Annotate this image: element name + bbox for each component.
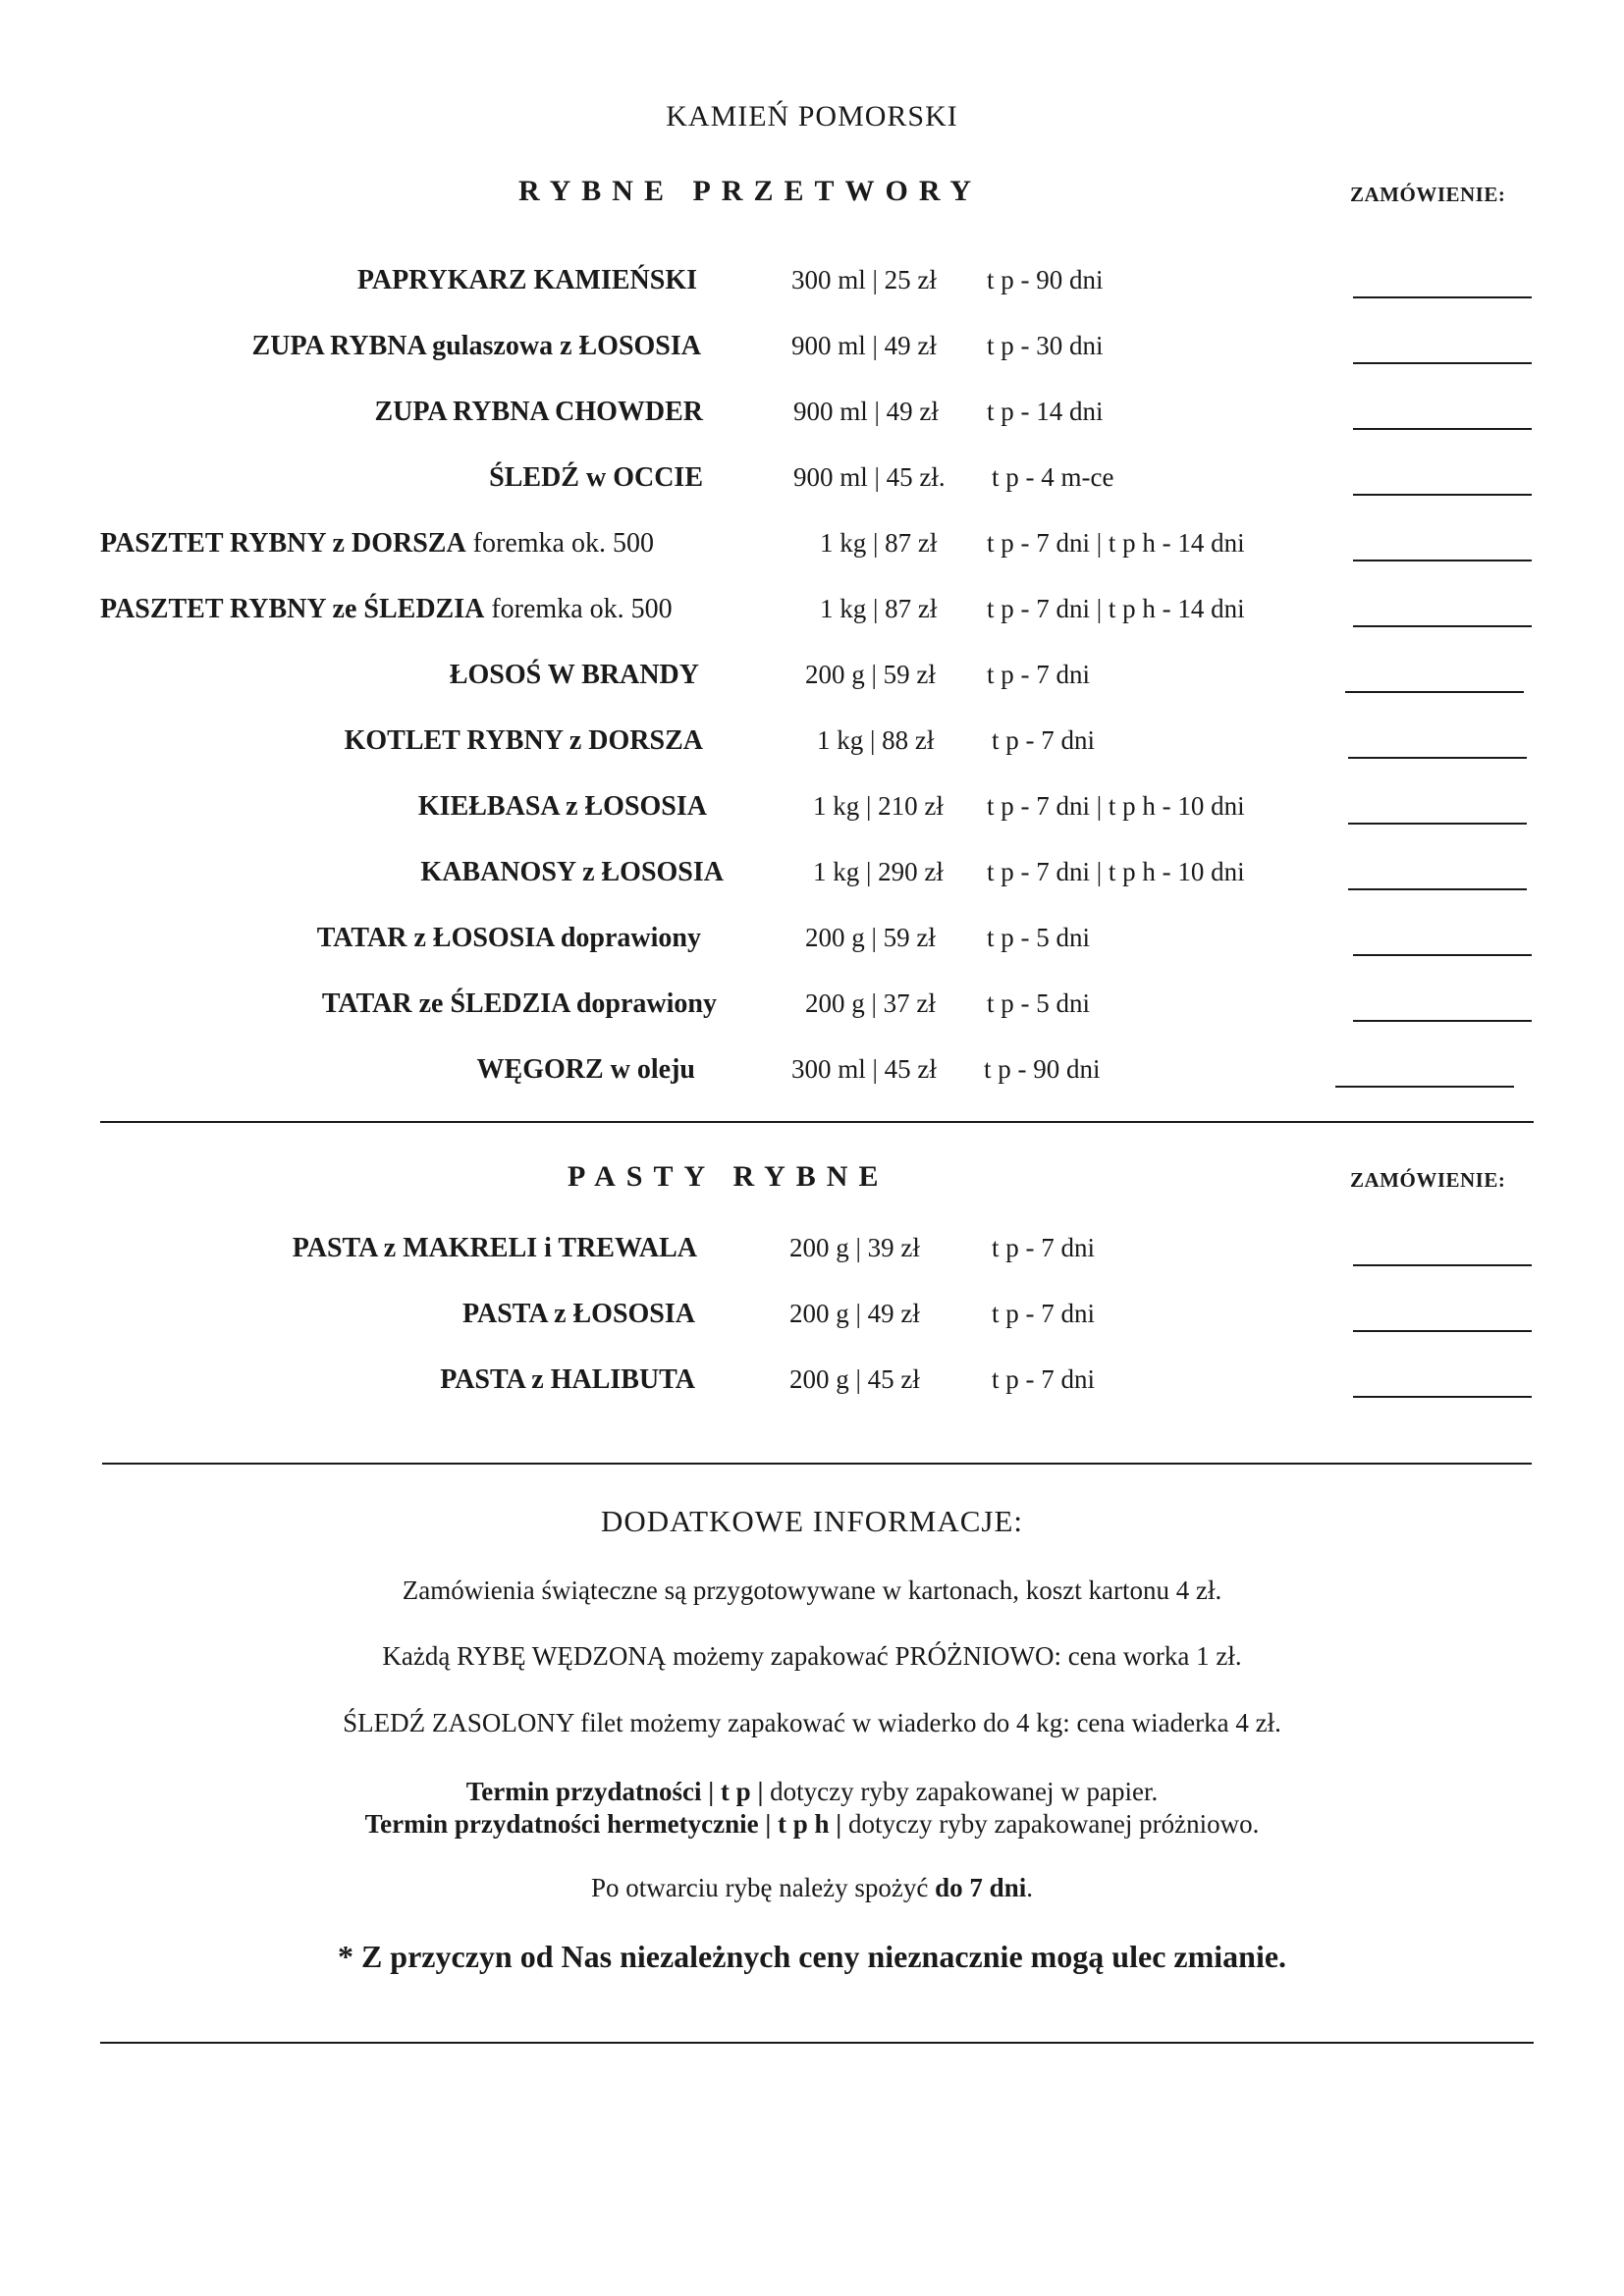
info-line-tp [0, 1777, 1624, 1807]
product-row [0, 1364, 1624, 1408]
product-row [0, 331, 1624, 374]
section-title-rybne-przetwory: RYBNE PRZETWORY [518, 175, 983, 207]
product-quantity-price: 200 g | 39 zł [789, 1233, 920, 1262]
info-title: DODATKOWE INFORMACJE: [600, 1504, 1024, 1538]
product-quantity-price: 200 g | 59 zł [805, 660, 936, 689]
info-line-cartons: Zamówienia świąteczne są przygotowywane w kartonach, koszt kartonu 4 zł. [402, 1575, 1222, 1605]
product-shelf-life: t p - 7 dni | t p h - 14 dni [987, 594, 1245, 623]
product-shelf-life: t p - 7 dni | t p h - 10 dni [987, 857, 1245, 886]
product-name-text: TATAR z ŁOSOSIA doprawiony [316, 923, 701, 953]
section-title-pasty-rybne: PASTY RYBNE [568, 1160, 890, 1193]
order-entry-line[interactable] [1353, 428, 1532, 430]
product-quantity-price: 200 g | 37 zł [805, 988, 936, 1018]
product-name [345, 725, 703, 757]
open-end: . [1026, 1873, 1033, 1902]
product-row [0, 594, 1624, 637]
product-name [357, 265, 697, 296]
product-quantity-price: 900 ml | 45 zł. [793, 462, 946, 492]
product-shelf-life: t p - 7 dni [987, 660, 1090, 689]
product-shelf-life: t p - 7 dni [992, 1233, 1095, 1262]
product-name-text: KABANOSY z ŁOSOSIA [420, 857, 724, 887]
product-name [462, 1299, 695, 1330]
product-quantity-price: 900 ml | 49 zł [793, 397, 939, 426]
order-column-header: ZAMÓWIENIE: [1350, 183, 1506, 206]
product-quantity-price: 1 kg | 290 zł [813, 857, 944, 886]
open-text: Po otwarciu rybę należy spożyć [591, 1873, 936, 1902]
order-entry-line[interactable] [1348, 757, 1527, 759]
product-row [0, 1299, 1624, 1342]
order-entry-line[interactable] [1345, 691, 1524, 693]
product-shelf-life: t p - 7 dni | t p h - 14 dni [987, 528, 1245, 558]
product-name [322, 988, 717, 1020]
product-row [0, 923, 1624, 966]
order-entry-line[interactable] [1353, 625, 1532, 627]
price-disclaimer: * Z przyczyn od Nas niezależnych ceny nieznacznie mogą ulec zmianie. [337, 1939, 1287, 1974]
product-shelf-life: t p - 4 m-ce [992, 462, 1114, 492]
order-entry-line[interactable] [1353, 560, 1532, 561]
product-quantity-price: 200 g | 49 zł [789, 1299, 920, 1328]
tph-label: Termin przydatności hermetycznie | t p h | [364, 1809, 842, 1839]
order-entry-line[interactable] [1353, 1020, 1532, 1022]
product-note: foremka ok. 500 [484, 594, 673, 624]
order-entry-line[interactable] [1348, 823, 1527, 825]
product-name [477, 1054, 695, 1086]
product-name [489, 462, 703, 494]
product-name-text: PASZTET RYBNY ze ŚLEDZIA [100, 594, 485, 624]
order-column-header: ZAMÓWIENIE: [1350, 1168, 1506, 1192]
product-name [418, 791, 707, 823]
product-name-text: ŚLEDŹ w OCCIE [489, 462, 703, 493]
product-row [0, 397, 1624, 440]
product-row [0, 265, 1624, 308]
product-row [0, 791, 1624, 834]
product-name [440, 1364, 695, 1396]
product-quantity-price: 300 ml | 45 zł [791, 1054, 937, 1084]
product-quantity-price: 300 ml | 25 zł [791, 265, 937, 294]
product-quantity-price: 1 kg | 87 zł [820, 594, 938, 623]
product-quantity-price: 900 ml | 49 zł [791, 331, 937, 360]
order-entry-line[interactable] [1335, 1086, 1514, 1088]
product-quantity-price: 1 kg | 210 zł [813, 791, 944, 821]
product-name-text: ZUPA RYBNA gulaszowa z ŁOSOSIA [251, 331, 701, 361]
product-name [100, 528, 654, 560]
product-name-text: ŁOSOŚ W BRANDY [449, 660, 699, 690]
product-name-text: TATAR ze ŚLEDZIA doprawiony [321, 988, 717, 1019]
product-row [0, 988, 1624, 1032]
product-shelf-life: t p - 7 dni [992, 1364, 1095, 1394]
product-note: foremka ok. 500 [465, 528, 654, 559]
product-name [293, 1233, 697, 1264]
info-line-after-opening [0, 1873, 1624, 1903]
product-row [0, 725, 1624, 769]
product-name-text: PASTA z MAKRELI i TREWALA [292, 1233, 697, 1263]
divider [102, 1463, 1532, 1465]
product-row [0, 857, 1624, 900]
open-days: do 7 dni [935, 1873, 1027, 1902]
product-row [0, 462, 1624, 506]
product-shelf-life: t p - 90 dni [987, 265, 1104, 294]
product-name-text: PASTA z HALIBUTA [440, 1364, 695, 1395]
product-name-text: ZUPA RYBNA CHOWDER [374, 397, 703, 427]
product-shelf-life: t p - 14 dni [987, 397, 1104, 426]
product-quantity-price: 1 kg | 87 zł [820, 528, 938, 558]
divider [100, 1121, 1534, 1123]
order-entry-line[interactable] [1353, 494, 1532, 496]
tp-text: dotyczy ryby zapakowanej w papier. [763, 1777, 1159, 1806]
product-name [374, 397, 703, 428]
product-row [0, 528, 1624, 571]
product-name-text: PASTA z ŁOSOSIA [461, 1299, 695, 1329]
info-line-tph [0, 1809, 1624, 1840]
order-entry-line[interactable] [1353, 1264, 1532, 1266]
order-entry-line[interactable] [1353, 954, 1532, 956]
product-name [252, 331, 701, 362]
product-name [317, 923, 701, 954]
product-quantity-price: 1 kg | 88 zł [817, 725, 935, 755]
product-name [420, 857, 724, 888]
info-line-herring-bucket: ŚLEDŹ ZASOLONY filet możemy zapakować w wiaderko do 4 kg: cena wiaderka 4 zł. [343, 1708, 1281, 1737]
tp-label: Termin przydatności | t p | [465, 1777, 764, 1806]
tph-text: dotyczy ryby zapakowanej próżniowo. [841, 1809, 1260, 1839]
product-name-text: PAPRYKARZ KAMIEŃSKI [356, 265, 697, 295]
product-shelf-life: t p - 30 dni [987, 331, 1104, 360]
product-name-text: KIEŁBASA z ŁOSOSIA [417, 791, 707, 822]
product-name-text: PASZTET RYBNY z DORSZA [100, 528, 466, 559]
order-entry-line[interactable] [1353, 1396, 1532, 1398]
product-row [0, 1054, 1624, 1097]
product-shelf-life: t p - 5 dni [987, 988, 1090, 1018]
product-quantity-price: 200 g | 59 zł [805, 923, 936, 952]
product-shelf-life: t p - 5 dni [987, 923, 1090, 952]
product-shelf-life: t p - 7 dni | t p h - 10 dni [987, 791, 1245, 821]
order-entry-line[interactable] [1348, 888, 1527, 890]
product-shelf-life: t p - 90 dni [984, 1054, 1101, 1084]
product-row [0, 1233, 1624, 1276]
product-shelf-life: t p - 7 dni [992, 1299, 1095, 1328]
divider [100, 2042, 1534, 2044]
product-name-text: WĘGORZ w oleju [476, 1054, 695, 1085]
info-line-vacuum: Każdą RYBĘ WĘDZONĄ możemy zapakować PRÓŻNIOWO: cena worka 1 zł. [382, 1641, 1242, 1671]
product-name [100, 594, 673, 625]
town-title: KAMIEŃ POMORSKI [666, 100, 958, 133]
product-quantity-price: 200 g | 45 zł [789, 1364, 920, 1394]
order-entry-line[interactable] [1353, 296, 1532, 298]
product-name-text: KOTLET RYBNY z DORSZA [344, 725, 703, 756]
product-name [450, 660, 699, 691]
order-entry-line[interactable] [1353, 1330, 1532, 1332]
order-entry-line[interactable] [1353, 362, 1532, 364]
product-shelf-life: t p - 7 dni [992, 725, 1095, 755]
product-row [0, 660, 1624, 703]
